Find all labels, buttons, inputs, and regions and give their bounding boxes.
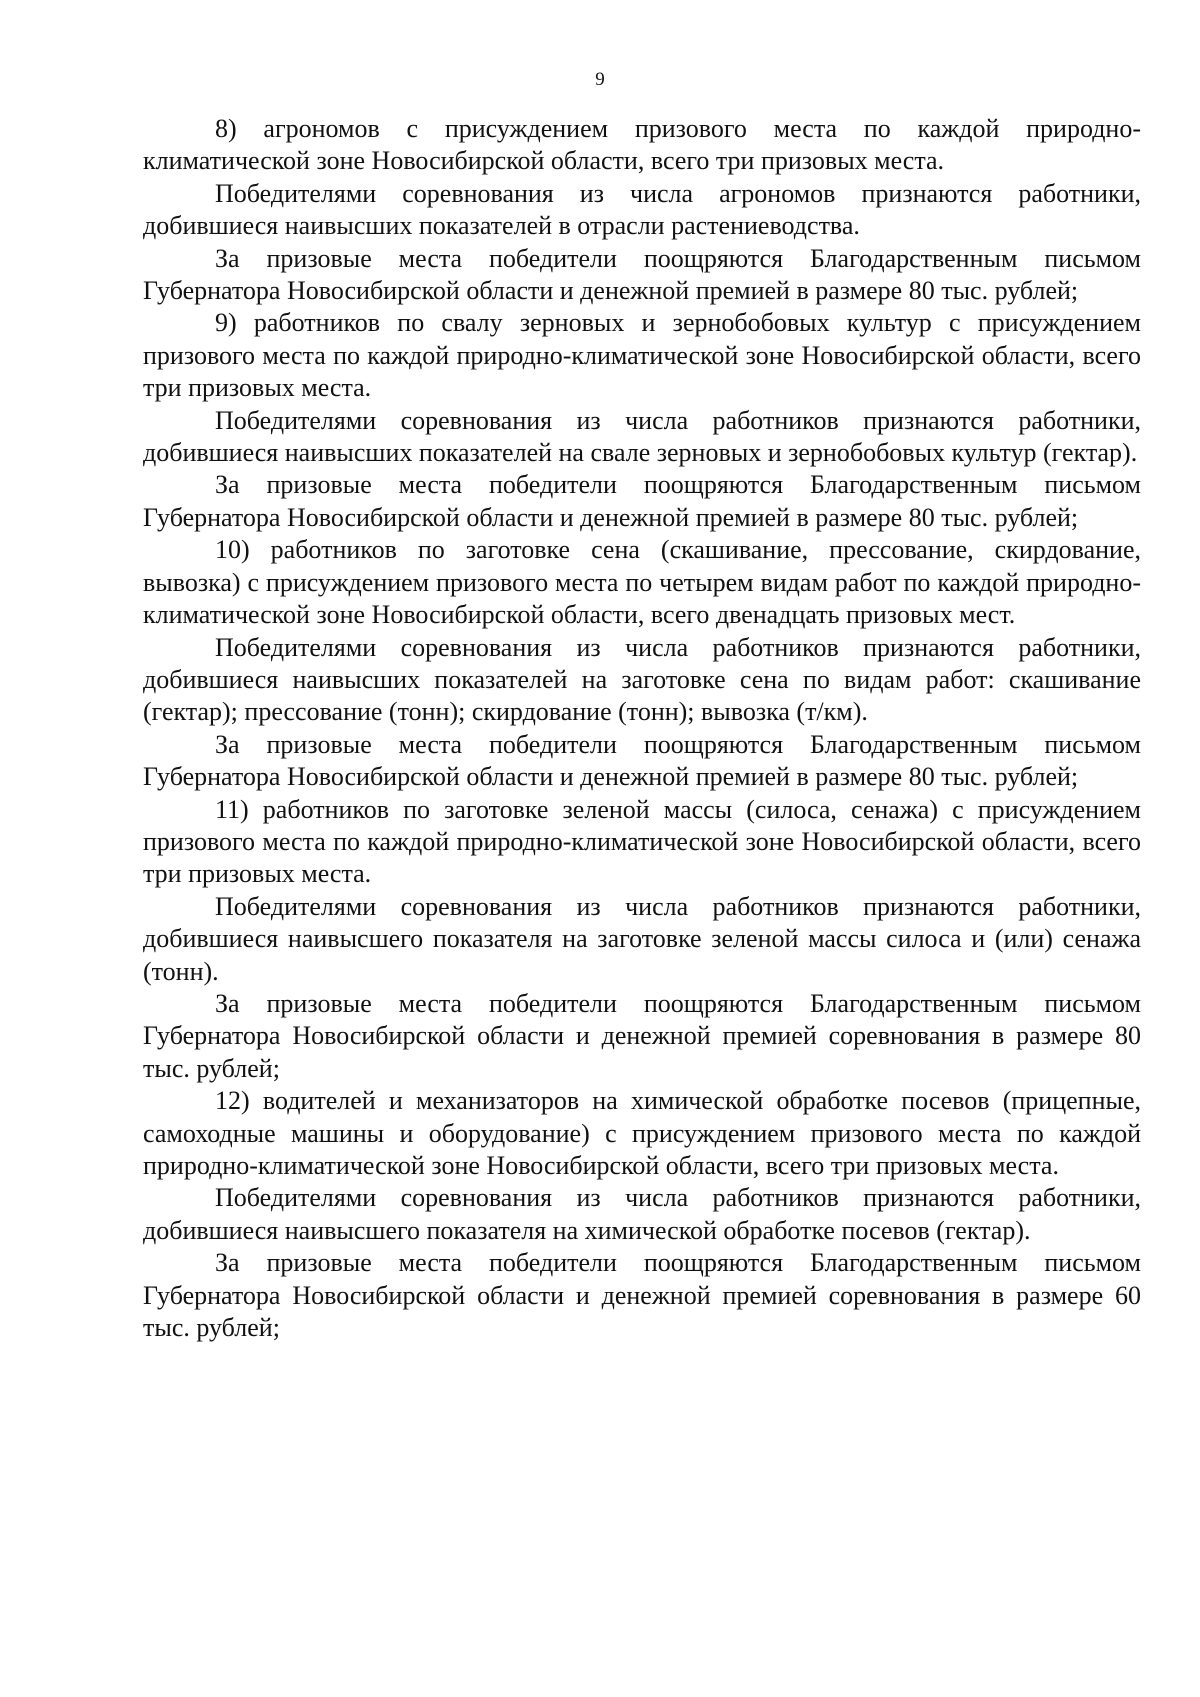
- paragraph-item-9: 9) работников по свалу зерновых и зернобобовых культур с присуждением призового места по каждой природно-климатической зоне Новосибирской области, всего три призовых места.: [143, 308, 1141, 403]
- document-body: [143, 113, 1141, 1344]
- paragraph-grain-winners: Победителями соревнования из числа работников признаются работники, добившиеся наивысших показателей на свале зерновых и зернобобовых культур (гектар).: [143, 405, 1141, 468]
- paragraph-item-8: 8) агрономов с присуждением призового места по каждой природно-климатической зоне Новосибирской области, всего три призовых места.: [143, 114, 1141, 176]
- paragraph-grain-prize: За призовые места победители поощряются Благодарственным письмом Губернатора Новосибирской области и денежной премией в размере 80 тыс. рублей;: [143, 470, 1141, 532]
- paragraph-agronomists-prize: За призовые места победители поощряются Благодарственным письмом Губернатора Новосибирской области и денежной премией в размере 80 тыс. рублей;: [143, 243, 1141, 306]
- paragraph-silage-prize: За призовые места победители поощряются Благодарственным письмом Губернатора Новосибирской области и денежной премией соревнования в размере 80 тыс. рублей;: [143, 988, 1141, 1083]
- paragraph-item-11: 11) работников по заготовке зеленой массы (силоса, сенажа) с присуждением призового места по каждой природно-климатической зоне Новосибирской области, всего три призовых места.: [143, 794, 1141, 889]
- paragraph-item-10: 10) работников по заготовке сена (скашивание, прессование, скирдование, вывозка) с присуждением призового места по четырем видам работ по каждой природно-климатической зоне Новосибирской области, всего двенадцать призовых мест.: [143, 535, 1141, 630]
- paragraph-hay-winners: Победителями соревнования из числа работников признаются работники, добившиеся наивысших показателей на заготовке сена по видам работ: скашивание (гектар); прессование (тонн); скирдование (тонн); вывозка (т/км).: [143, 632, 1141, 727]
- paragraph-agronomists-winners: Победителями соревнования из числа агрономов признаются работники, добившиеся наивысших показателей в отрасли растениеводства.: [143, 178, 1141, 241]
- paragraph-chemical-prize: За призовые места победители поощряются Благодарственным письмом Губернатора Новосибирской области и денежной премией соревнования в размере 60 тыс. рублей;: [143, 1248, 1141, 1343]
- paragraph-hay-prize: За призовые места победители поощряются Благодарственным письмом Губернатора Новосибирской области и денежной премией в размере 80 тыс. рублей;: [143, 729, 1141, 792]
- paragraph-chemical-winners: Победителями соревнования из числа работников признаются работники, добившиеся наивысшего показателя на химической обработке посевов (гектар).: [143, 1183, 1141, 1245]
- page-number: 9: [595, 69, 605, 90]
- paragraph-silage-winners: Победителями соревнования из числа работников признаются работники, добившиеся наивысшего показателя на заготовке зеленой массы силоса и (или) сенажа (тонн).: [143, 891, 1141, 986]
- paragraph-item-12: 12) водителей и механизаторов на химической обработке посевов (прицепные, самоходные машины и оборудование) с присуждением призового места по каждой природно-климатической зоне Новосибирской области, всего три призовых места.: [143, 1086, 1141, 1180]
